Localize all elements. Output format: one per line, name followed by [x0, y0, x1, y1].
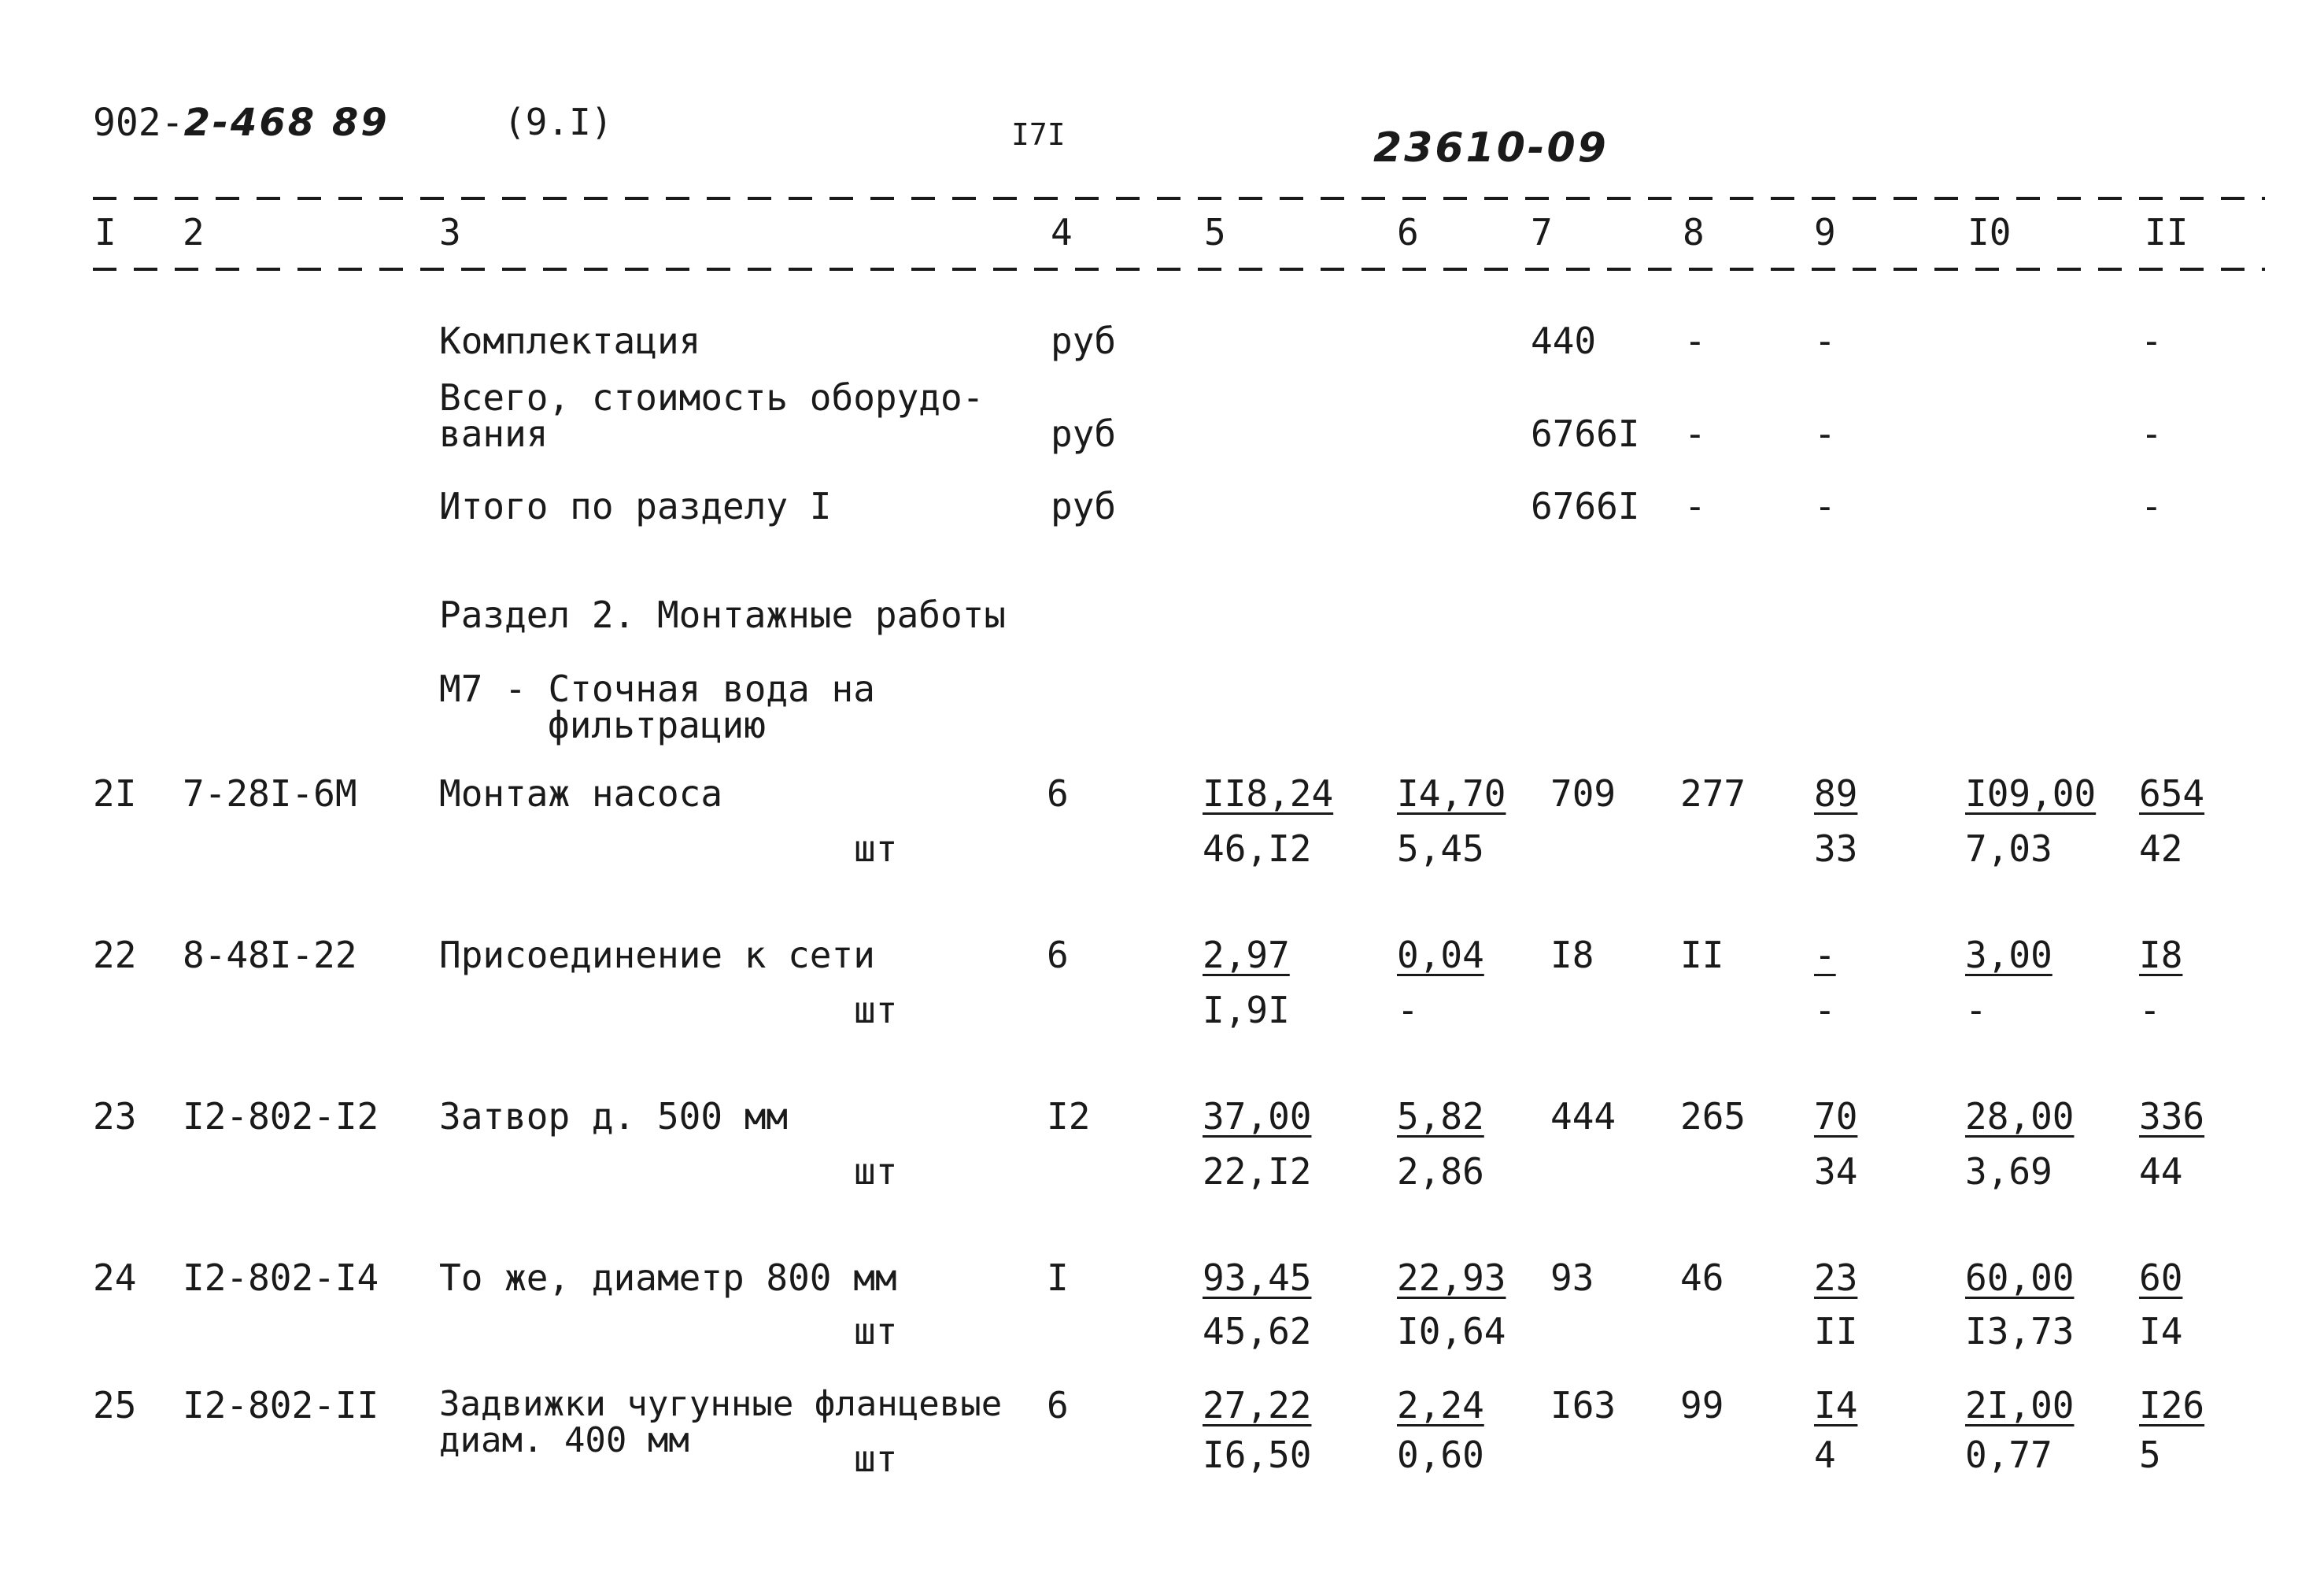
cell-col11-bottom: - — [2139, 989, 2161, 1031]
cell-col9: - — [1814, 320, 1836, 362]
cell-col6-bottom: - — [1397, 989, 1419, 1031]
cell-col10-top: I09,00 — [1965, 772, 2097, 815]
cell-col6-bottom: 0,60 — [1397, 1434, 1484, 1476]
cell-col10-top: 3,00 — [1965, 934, 2052, 976]
column-number: 5 — [1204, 211, 1226, 253]
row-unit: руб — [1051, 320, 1117, 362]
row-number: 23 — [93, 1095, 137, 1138]
cell-col9: - — [1814, 485, 1836, 527]
header-bottom-rule — [93, 268, 2265, 271]
cell-col10-top: 60,00 — [1965, 1256, 2075, 1299]
cell-col6-bottom: 5,45 — [1397, 827, 1484, 870]
cell-col8: - — [1684, 485, 1706, 527]
header-top-rule — [93, 197, 2265, 200]
row-number: 25 — [93, 1384, 137, 1426]
cell-col5-top: 93,45 — [1203, 1256, 1312, 1299]
cell-col6-top: 2,24 — [1397, 1384, 1484, 1426]
row-number: 22 — [93, 934, 137, 976]
work-name: Затвор д. 500 мм — [439, 1095, 789, 1138]
cell-col8: 265 — [1680, 1095, 1746, 1138]
cell-col10-top: 2I,00 — [1965, 1384, 2075, 1426]
cell-col10-bottom: 7,03 — [1965, 827, 2052, 870]
cell-col8: 99 — [1680, 1384, 1724, 1426]
document-code — [93, 101, 390, 145]
cell-col11: - — [2141, 320, 2163, 362]
cell-col8: 277 — [1680, 772, 1746, 815]
cell-col11-top: 654 — [2139, 772, 2205, 815]
cell-col10-bottom: 3,69 — [1965, 1150, 2052, 1193]
cell-col9-top: 70 — [1814, 1095, 1858, 1138]
cell-col11-bottom: 42 — [2139, 827, 2183, 870]
cell-col7: 6766I — [1531, 485, 1640, 527]
cell-col7: 440 — [1531, 320, 1597, 362]
work-name: Монтаж насоса — [439, 772, 723, 815]
cell-col8: 46 — [1680, 1256, 1724, 1299]
document-code-prefix: 902- — [93, 101, 184, 145]
section-title: Раздел 2. Монтажные работы — [439, 594, 1007, 636]
cell-col9-bottom: 33 — [1814, 827, 1858, 870]
cell-col5-bottom: 22,I2 — [1203, 1150, 1312, 1193]
cell-col11-top: 336 — [2139, 1095, 2205, 1138]
column-number: I0 — [1967, 211, 2012, 253]
cell-col9: - — [1814, 413, 1836, 455]
cell-col11: - — [2141, 413, 2163, 455]
cell-col11-bottom: 5 — [2139, 1434, 2161, 1476]
cell-col9-top: 23 — [1814, 1256, 1858, 1299]
column-number: 3 — [439, 211, 461, 253]
cell-col7: 444 — [1550, 1095, 1616, 1138]
document-code-handwritten: 2-468 89 — [183, 101, 390, 145]
cell-col9-top: I4 — [1814, 1384, 1858, 1426]
column-number: 4 — [1051, 211, 1073, 253]
row-number: 24 — [93, 1256, 137, 1299]
cell-col6-top: 5,82 — [1397, 1095, 1484, 1138]
cell-col7: 709 — [1550, 772, 1616, 815]
quantity: I2 — [1047, 1095, 1091, 1138]
work-name-line1: Задвижки чугунные фланцевые — [439, 1384, 1003, 1424]
quantity: 6 — [1047, 772, 1069, 815]
row-unit: руб — [1051, 413, 1117, 455]
cell-col8: II — [1680, 934, 1724, 976]
unit: шт — [854, 1310, 898, 1352]
cell-col7: 93 — [1550, 1256, 1594, 1299]
cell-col5-bottom: 45,62 — [1203, 1310, 1312, 1352]
page-number: I7I — [1011, 117, 1066, 152]
unit: шт — [854, 827, 898, 870]
cell-col11-top: I8 — [2139, 934, 2183, 976]
section-code: (9.I) — [504, 101, 613, 143]
quantity: I — [1047, 1256, 1069, 1299]
cell-col10-bottom: I3,73 — [1965, 1310, 2075, 1352]
cell-col5-top: 27,22 — [1203, 1384, 1312, 1426]
row-name-line1: Всего, стоимость оборудо- — [439, 376, 985, 419]
cell-col9-bottom: - — [1814, 989, 1836, 1031]
cell-col10-bottom: - — [1965, 989, 1987, 1031]
cell-col5-top: II8,24 — [1203, 772, 1334, 815]
rate-code: I2-802-I2 — [183, 1095, 379, 1138]
cell-col6-bottom: I0,64 — [1397, 1310, 1506, 1352]
column-number: 6 — [1397, 211, 1419, 253]
cell-col7: I8 — [1550, 934, 1594, 976]
stamp-number: 23610-09 — [1373, 124, 1609, 172]
cell-col8: - — [1684, 413, 1706, 455]
cell-col6-top: I4,70 — [1397, 772, 1506, 815]
rate-code: I2-802-I4 — [183, 1256, 379, 1299]
row-number: 2I — [93, 772, 137, 815]
cell-col6-top: 22,93 — [1397, 1256, 1506, 1299]
column-number: 2 — [183, 211, 205, 253]
subsection-title-line1: М7 - Сточная вода на — [439, 668, 875, 710]
cell-col9-bottom: II — [1814, 1310, 1858, 1352]
cell-col5-bottom: I,9I — [1203, 989, 1290, 1031]
rate-code: I2-802-II — [183, 1384, 379, 1426]
work-name-line2: диам. 400 мм — [439, 1420, 689, 1460]
cell-col5-bottom: 46,I2 — [1203, 827, 1312, 870]
subsection-title-line2: фильтрацию — [548, 704, 766, 746]
cell-col9-bottom: 34 — [1814, 1150, 1858, 1193]
cell-col7: 6766I — [1531, 413, 1640, 455]
cell-col11: - — [2141, 485, 2163, 527]
cell-col6-bottom: 2,86 — [1397, 1150, 1484, 1193]
unit: шт — [854, 989, 898, 1031]
cell-col11-top: 60 — [2139, 1256, 2183, 1299]
cell-col5-bottom: I6,50 — [1203, 1434, 1312, 1476]
column-number: 7 — [1531, 211, 1553, 253]
cell-col9-top: 89 — [1814, 772, 1858, 815]
work-name: Присоединение к сети — [439, 934, 875, 976]
cell-col9-bottom: 4 — [1814, 1434, 1836, 1476]
cell-col5-top: 2,97 — [1203, 934, 1290, 976]
cell-col6-top: 0,04 — [1397, 934, 1484, 976]
cell-col5-top: 37,00 — [1203, 1095, 1312, 1138]
row-name-line2: вания — [439, 413, 549, 455]
rate-code: 7-28I-6М — [183, 772, 357, 815]
cell-col10-bottom: 0,77 — [1965, 1434, 2052, 1476]
work-name: То же, диаметр 800 мм — [439, 1256, 897, 1299]
column-number: I — [94, 211, 116, 253]
cell-col11-top: I26 — [2139, 1384, 2205, 1426]
unit: шт — [854, 1438, 898, 1480]
row-name: Итого по разделу I — [439, 485, 832, 527]
cell-col8: - — [1684, 320, 1706, 362]
rate-code: 8-48I-22 — [183, 934, 357, 976]
cell-col11-bottom: I4 — [2139, 1310, 2183, 1352]
quantity: 6 — [1047, 1384, 1069, 1426]
cell-col9-top: - — [1814, 934, 1836, 976]
column-number: 9 — [1814, 211, 1836, 253]
cell-col10-top: 28,00 — [1965, 1095, 2075, 1138]
quantity: 6 — [1047, 934, 1069, 976]
column-number: 8 — [1683, 211, 1705, 253]
row-unit: руб — [1051, 485, 1117, 527]
row-name: Комплектация — [439, 320, 701, 362]
column-number: II — [2145, 211, 2189, 253]
cell-col11-bottom: 44 — [2139, 1150, 2183, 1193]
cell-col7: I63 — [1550, 1384, 1616, 1426]
unit: шт — [854, 1150, 898, 1193]
